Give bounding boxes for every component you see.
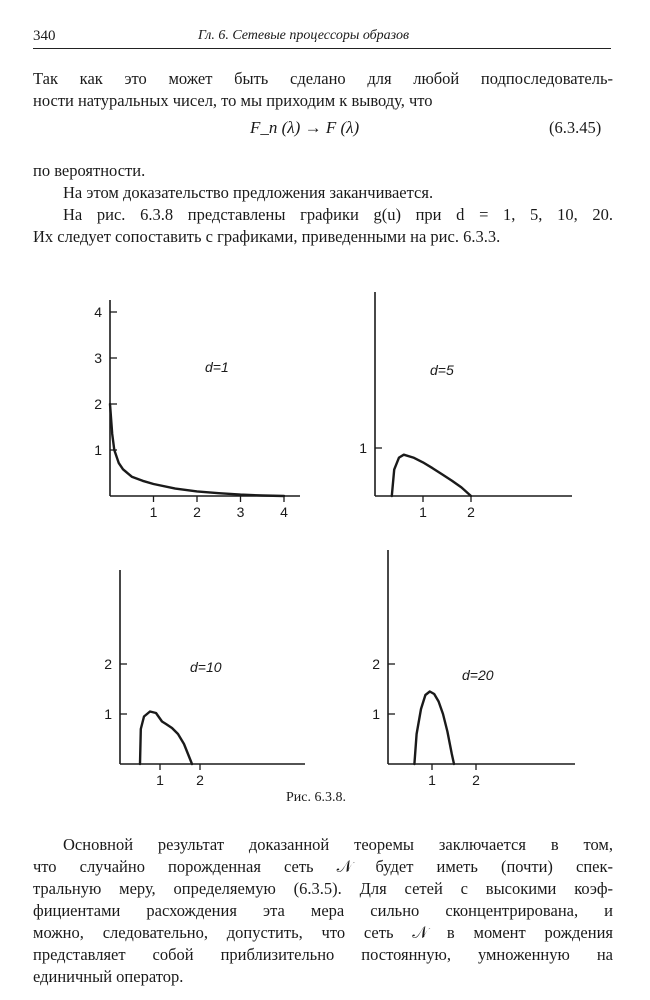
plot-4-label: d=20 [462,667,494,683]
plot-4-x-tick-label: 1 [428,772,436,785]
plot-1-x-tick-label: 3 [236,504,245,520]
plot-1-x-tick-label: 4 [280,504,288,520]
plot-3-y-tick-label: 1 [104,706,112,722]
p1-line1: Так как это может быть сделано для любой подпоследователь- [33,69,613,88]
p1-line2: ности натуральных чисел, то мы приходим к выводу, что [33,91,433,110]
formula-text: F_n (λ) → F (λ) [250,118,360,137]
plot-1-x-tick-label: 2 [193,504,201,520]
p5-line2: что случайно порожденная сеть 𝒩 будет иметь (почти) спек- [33,857,613,876]
plot-1-y-tick-label: 1 [94,442,102,458]
plot-2-x-tick-label: 1 [419,504,427,520]
p5-line5: можно, следовательно, допустить, что сеть 𝒩 в момент рождения [33,923,613,942]
figure-caption: Рис. 6.3.8. [286,790,346,805]
p5-line1: Основной результат доказанной теоремы заключается в том, [63,835,613,854]
plot-1-y-tick-label: 2 [94,396,102,412]
p5-line7: единичный оператор. [33,967,184,986]
p4-line2: Их следует сопоставить с графиками, приведенными на рис. 6.3.3. [33,227,501,246]
figure-6-3-8 [0,280,650,785]
plot-3-label: d=10 [190,659,222,675]
paragraph-1-end [33,90,613,112]
p5-line6: представляет собой приблизительно постоянную, умноженную на [33,945,613,964]
plot-4-y-tick-label: 2 [372,656,380,672]
plot-1-y-tick-label: 4 [94,304,102,320]
formula [250,118,359,138]
plot-2-label: d=5 [430,362,454,378]
p5-line4: фициентами расхождения эта мера сильно сконцентрирована, и [33,901,613,920]
equation-number: (6.3.45) [549,118,602,137]
plot-1-y-tick-label: 3 [94,350,102,366]
plot-2-x-tick-label: 2 [467,504,475,520]
plot-3-x-tick-label: 1 [156,772,164,785]
page-header [33,28,611,50]
plot-3-x-tick-label: 2 [196,772,204,785]
plot-4-y-tick-label: 1 [372,706,380,722]
plot-1-curve [110,404,284,496]
plot-1-label: d=1 [205,359,229,375]
header-rule [33,48,611,49]
plot-3-y-tick-label: 2 [104,656,112,672]
plot-2-y-tick-label: 1 [359,440,367,456]
paragraph-1 [33,68,613,90]
plot-4-x-tick-label: 2 [472,772,480,785]
p5-line3: тральную меру, определяемую (6.3.5). Для сетей с высокими коэф- [33,879,613,898]
plot-1-x-tick-label: 1 [149,504,158,520]
p2: по вероятности. [33,161,146,180]
running-head: Гл. 6. Сетевые процессоры образов [198,28,410,43]
plot-4-curve [414,692,454,765]
p4-line1: На рис. 6.3.8 представлены графики g(u) при d = 1, 5, 10, 20. [63,205,613,224]
plot-3-curve [140,712,192,765]
plot-2-curve [392,455,471,496]
page-number: 340 [33,28,56,44]
p3: На этом доказательство предложения заканчивается. [63,183,434,202]
